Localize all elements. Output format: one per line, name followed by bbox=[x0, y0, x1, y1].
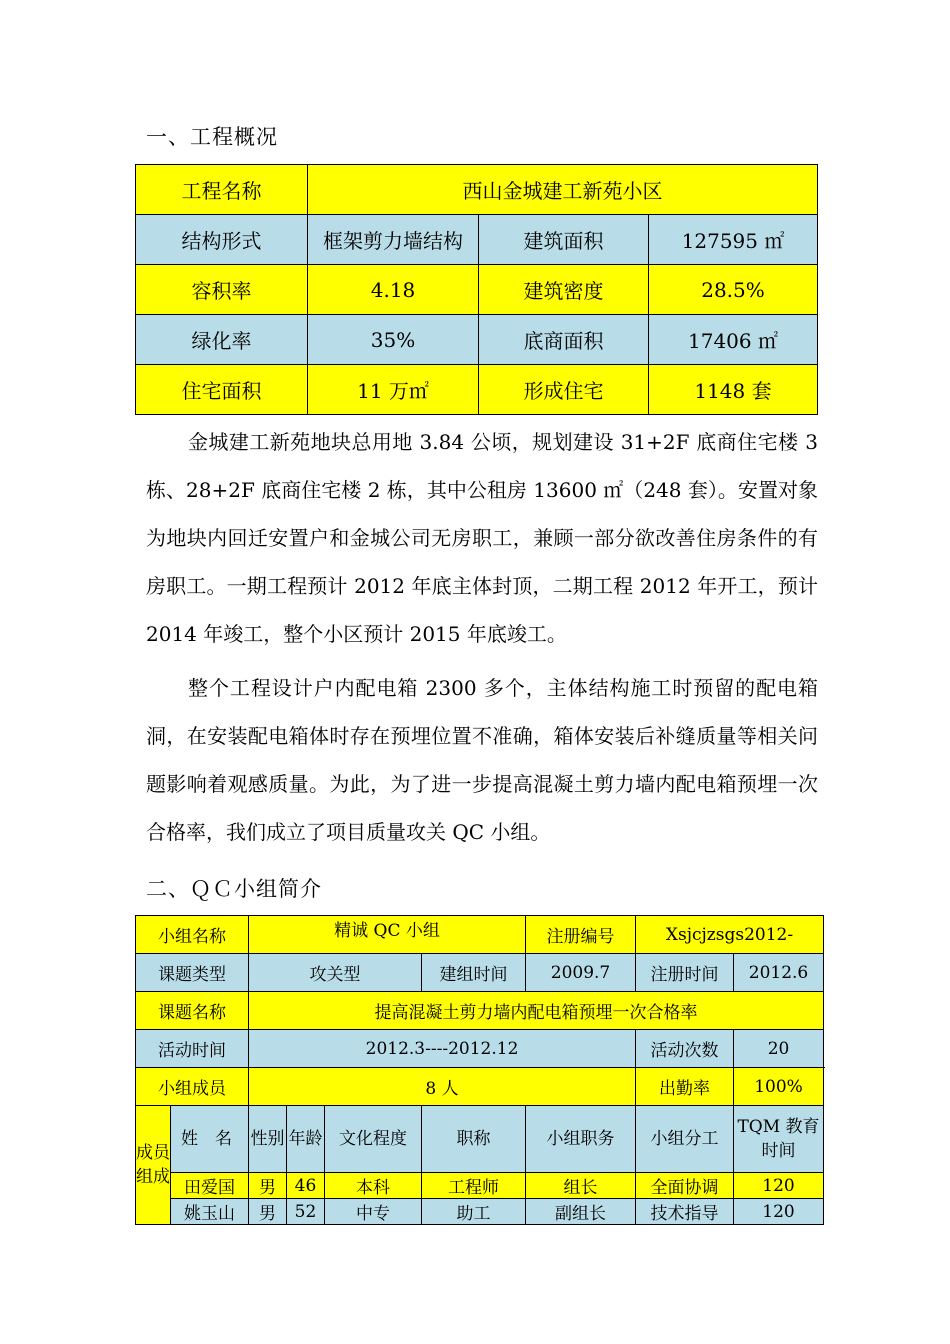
overview-paragraph bbox=[146, 418, 818, 658]
member-tqm-hours: 120 bbox=[734, 1199, 824, 1225]
table-row bbox=[136, 165, 818, 215]
cell-label: 建筑密度 bbox=[479, 265, 649, 315]
project-name-value: 西山金城建工新苑小区 bbox=[308, 165, 818, 215]
topic-type-label: 课题类型 bbox=[136, 954, 249, 992]
group-name-label: 小组名称 bbox=[136, 916, 249, 954]
topic-type-value: 攻关型 bbox=[249, 954, 422, 992]
table-row bbox=[136, 1030, 824, 1068]
header-education: 文化程度 bbox=[325, 1106, 422, 1173]
member-name: 田爱国 bbox=[171, 1173, 249, 1199]
paragraph-text: 金城建工新苑地块总用地 3.84 公顷，规划建设 31+2F 底商住宅楼 3 栋、28+2F 底商住宅楼 2 栋，其中公租房 13600 ㎡（248 套）。安置对象为地块内回迁安置户和金城公司无房职工，兼顾一部分欲改善住房条件的有房职工。一期工程预计 2012 年底主体封顶，二期工程 2012 年开工，预计 2014 年竣工，整个小区预计 2015 年底竣工。 bbox=[146, 430, 818, 646]
cell-value: 4.18 bbox=[308, 265, 479, 315]
activity-time-label: 活动时间 bbox=[136, 1030, 249, 1068]
project-name-label: 工程名称 bbox=[136, 165, 308, 215]
reg-time-label: 注册时间 bbox=[636, 954, 734, 992]
table-row bbox=[136, 954, 824, 992]
cell-label: 绿化率 bbox=[136, 315, 308, 365]
header-division: 小组分工 bbox=[636, 1106, 734, 1173]
qc-group-table bbox=[135, 915, 824, 1225]
attendance-value: 100% bbox=[734, 1068, 824, 1106]
cell-label: 结构形式 bbox=[136, 215, 308, 265]
cell-value: 28.5% bbox=[649, 265, 818, 315]
member-age: 46 bbox=[287, 1173, 325, 1199]
table-row bbox=[136, 265, 818, 315]
section-heading-qc-group: 二、ＱＣ小组简介 bbox=[146, 877, 322, 901]
table-row bbox=[136, 1068, 824, 1106]
table-row bbox=[136, 315, 818, 365]
cell-label: 住宅面积 bbox=[136, 365, 308, 415]
cell-label: 建筑面积 bbox=[479, 215, 649, 265]
composition-label: 成员组成 bbox=[136, 1106, 171, 1225]
member-education: 本科 bbox=[325, 1173, 422, 1199]
member-division: 全面协调 bbox=[636, 1173, 734, 1199]
reg-time-value: 2012.6 bbox=[734, 954, 824, 992]
member-title: 工程师 bbox=[422, 1173, 526, 1199]
paragraph-text: 整个工程设计户内配电箱 2300 多个，主体结构施工时预留的配电箱洞，在安装配电箱体时存在预埋位置不准确，箱体安装后补缝质量等相关问题影响着观感质量。为此，为了进一步提高混凝土剪力墙内配电箱预埋一次合格率，我们成立了项目质量攻关 QC 小组。 bbox=[146, 676, 818, 844]
group-name-value: 精诚 QC 小组 bbox=[249, 916, 526, 954]
members-label: 小组成员 bbox=[136, 1068, 249, 1106]
header-gender: 性别 bbox=[249, 1106, 287, 1173]
section-heading-overview: 一、工程概况 bbox=[146, 125, 278, 149]
purpose-paragraph bbox=[146, 664, 818, 856]
member-division: 技术指导 bbox=[636, 1199, 734, 1225]
reg-no-label: 注册编号 bbox=[526, 916, 636, 954]
activity-time-value: 2012.3----2012.12 bbox=[249, 1030, 636, 1068]
cell-value: 框架剪力墙结构 bbox=[308, 215, 479, 265]
activity-count-value: 20 bbox=[734, 1030, 824, 1068]
topic-name-label: 课题名称 bbox=[136, 992, 249, 1030]
header-tqm-hours: TQM 教育时间 bbox=[734, 1106, 824, 1173]
header-name: 姓 名 bbox=[171, 1106, 249, 1173]
cell-value: 17406 ㎡ bbox=[649, 315, 818, 365]
table-row bbox=[136, 1199, 824, 1225]
table-row bbox=[136, 215, 818, 265]
reg-no-value: Xsjcjzsgs2012- bbox=[636, 916, 824, 954]
member-name: 姚玉山 bbox=[171, 1199, 249, 1225]
cell-label: 形成住宅 bbox=[479, 365, 649, 415]
member-education: 中专 bbox=[325, 1199, 422, 1225]
table-row bbox=[136, 916, 824, 954]
header-title: 职称 bbox=[422, 1106, 526, 1173]
table-row bbox=[136, 1173, 824, 1199]
member-gender: 男 bbox=[249, 1173, 287, 1199]
table-row bbox=[136, 992, 824, 1030]
activity-count-label: 活动次数 bbox=[636, 1030, 734, 1068]
member-age: 52 bbox=[287, 1199, 325, 1225]
cell-label: 容积率 bbox=[136, 265, 308, 315]
cell-value: 1148 套 bbox=[649, 365, 818, 415]
member-role: 组长 bbox=[526, 1173, 636, 1199]
member-gender: 男 bbox=[249, 1199, 287, 1225]
member-role: 副组长 bbox=[526, 1199, 636, 1225]
header-age: 年龄 bbox=[287, 1106, 325, 1173]
cell-value: 35% bbox=[308, 315, 479, 365]
member-title: 助工 bbox=[422, 1199, 526, 1225]
cell-value: 127595 ㎡ bbox=[649, 215, 818, 265]
cell-value: 11 万㎡ bbox=[308, 365, 479, 415]
project-overview-table bbox=[135, 164, 818, 415]
cell-label: 底商面积 bbox=[479, 315, 649, 365]
founded-label: 建组时间 bbox=[422, 954, 526, 992]
topic-name-value: 提高混凝土剪力墙内配电箱预埋一次合格率 bbox=[249, 992, 824, 1030]
member-tqm-hours: 120 bbox=[734, 1173, 824, 1199]
members-value: 8 人 bbox=[249, 1068, 636, 1106]
table-row bbox=[136, 365, 818, 415]
attendance-label: 出勤率 bbox=[636, 1068, 734, 1106]
header-group-role: 小组职务 bbox=[526, 1106, 636, 1173]
founded-value: 2009.7 bbox=[526, 954, 636, 992]
member-header-row bbox=[136, 1106, 824, 1173]
